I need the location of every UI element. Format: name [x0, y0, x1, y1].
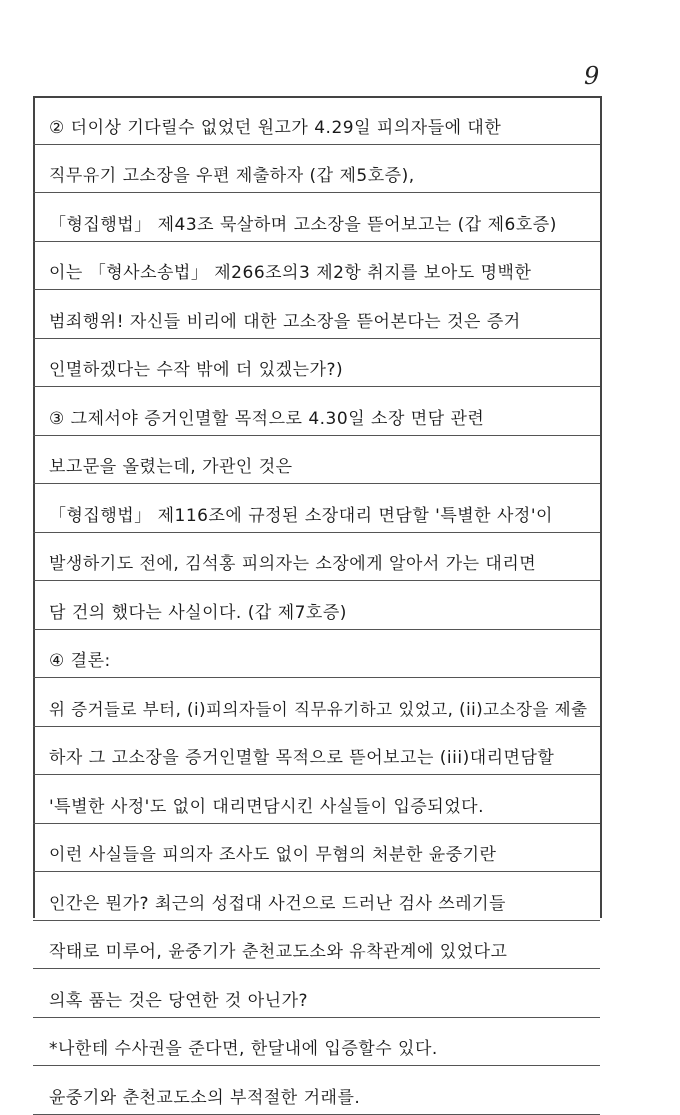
line-1: ② 더이상 기다릴수 없었던 원고가 4.29일 피의자들에 대한 [49, 117, 502, 138]
text-line [33, 387, 600, 436]
text-line [33, 921, 600, 970]
line-9: 「형집행법」 제116조에 규정된 소장대리 면담할 '특별한 사정'이 [49, 505, 553, 526]
line-17: 인간은 뭔가? 최근의 성접대 사건으로 드러난 검사 쓰레기들 [49, 893, 506, 914]
line-21: 윤중기와 춘천교도소의 부적절한 거래를. [49, 1087, 361, 1108]
text-line [33, 872, 600, 921]
line-13: 위 증거들로 부터, (i)피의자들이 직무유기하고 있었고, (ii)고소장을 제출 [49, 699, 588, 719]
line-2: 직무유기 고소장을 우편 제출하자 (갑 제5호증), [49, 166, 415, 186]
text-line [33, 96, 600, 145]
text-line [33, 969, 600, 1018]
text-line [33, 339, 600, 388]
line-11: 담 건의 했다는 사실이다. (갑 제7호증) [49, 602, 347, 623]
text-line [33, 193, 600, 242]
text-line [33, 1066, 600, 1115]
text-line [33, 1018, 600, 1067]
line-16: 이런 사실들을 피의자 조사도 없이 무혐의 처분한 윤중기란 [49, 845, 497, 865]
text-line [33, 145, 600, 194]
text-line [33, 242, 600, 291]
line-4: 이는 「형사소송법」 제266조의3 제2항 취지를 보아도 명백한 [49, 263, 532, 283]
line-7: ③ 그제서야 증거인멸할 목적으로 4.30일 소장 면담 관련 [49, 408, 485, 429]
line-3: 「형집행법」 제43조 묵살하며 고소장을 뜯어보고는 (갑 제6호증) [49, 214, 557, 235]
line-6: 인멸하겠다는 수작 밖에 더 있겠는가?) [49, 360, 344, 380]
text-line [33, 678, 600, 727]
text-line [33, 290, 600, 339]
text-line [33, 484, 600, 533]
handwritten-text-body [33, 96, 600, 1115]
line-15: '특별한 사정'도 없이 대리면담시킨 사실들이 입증되었다. [49, 796, 484, 817]
text-line [33, 581, 600, 630]
line-19: 의혹 품는 것은 당연한 것 아닌가? [49, 990, 309, 1011]
line-14: 하자 그 고소장을 증거인멸할 목적으로 뜯어보고는 (iii)대리면담할 [49, 748, 555, 768]
line-8: 보고문을 올렸는데, 가관인 것은 [49, 457, 293, 477]
line-12: ④ 결론: [49, 651, 111, 671]
line-18: 작태로 미루어, 윤중기가 춘천교도소와 유착관계에 있었다고 [49, 942, 508, 962]
text-line [33, 824, 600, 873]
text-line [33, 533, 600, 582]
text-line [33, 727, 600, 776]
page-number: 9 [584, 62, 600, 90]
line-10: 발생하기도 전에, 김석홍 피의자는 소장에게 알아서 가는 대리면 [49, 554, 537, 574]
line-5: 범죄행위! 자신들 비리에 대한 고소장을 뜯어본다는 것은 증거 [49, 311, 521, 332]
text-line [33, 630, 600, 679]
line-20: *나한테 수사권을 준다면, 한달내에 입증할수 있다. [49, 1039, 438, 1059]
text-line [33, 775, 600, 824]
text-line [33, 436, 600, 485]
